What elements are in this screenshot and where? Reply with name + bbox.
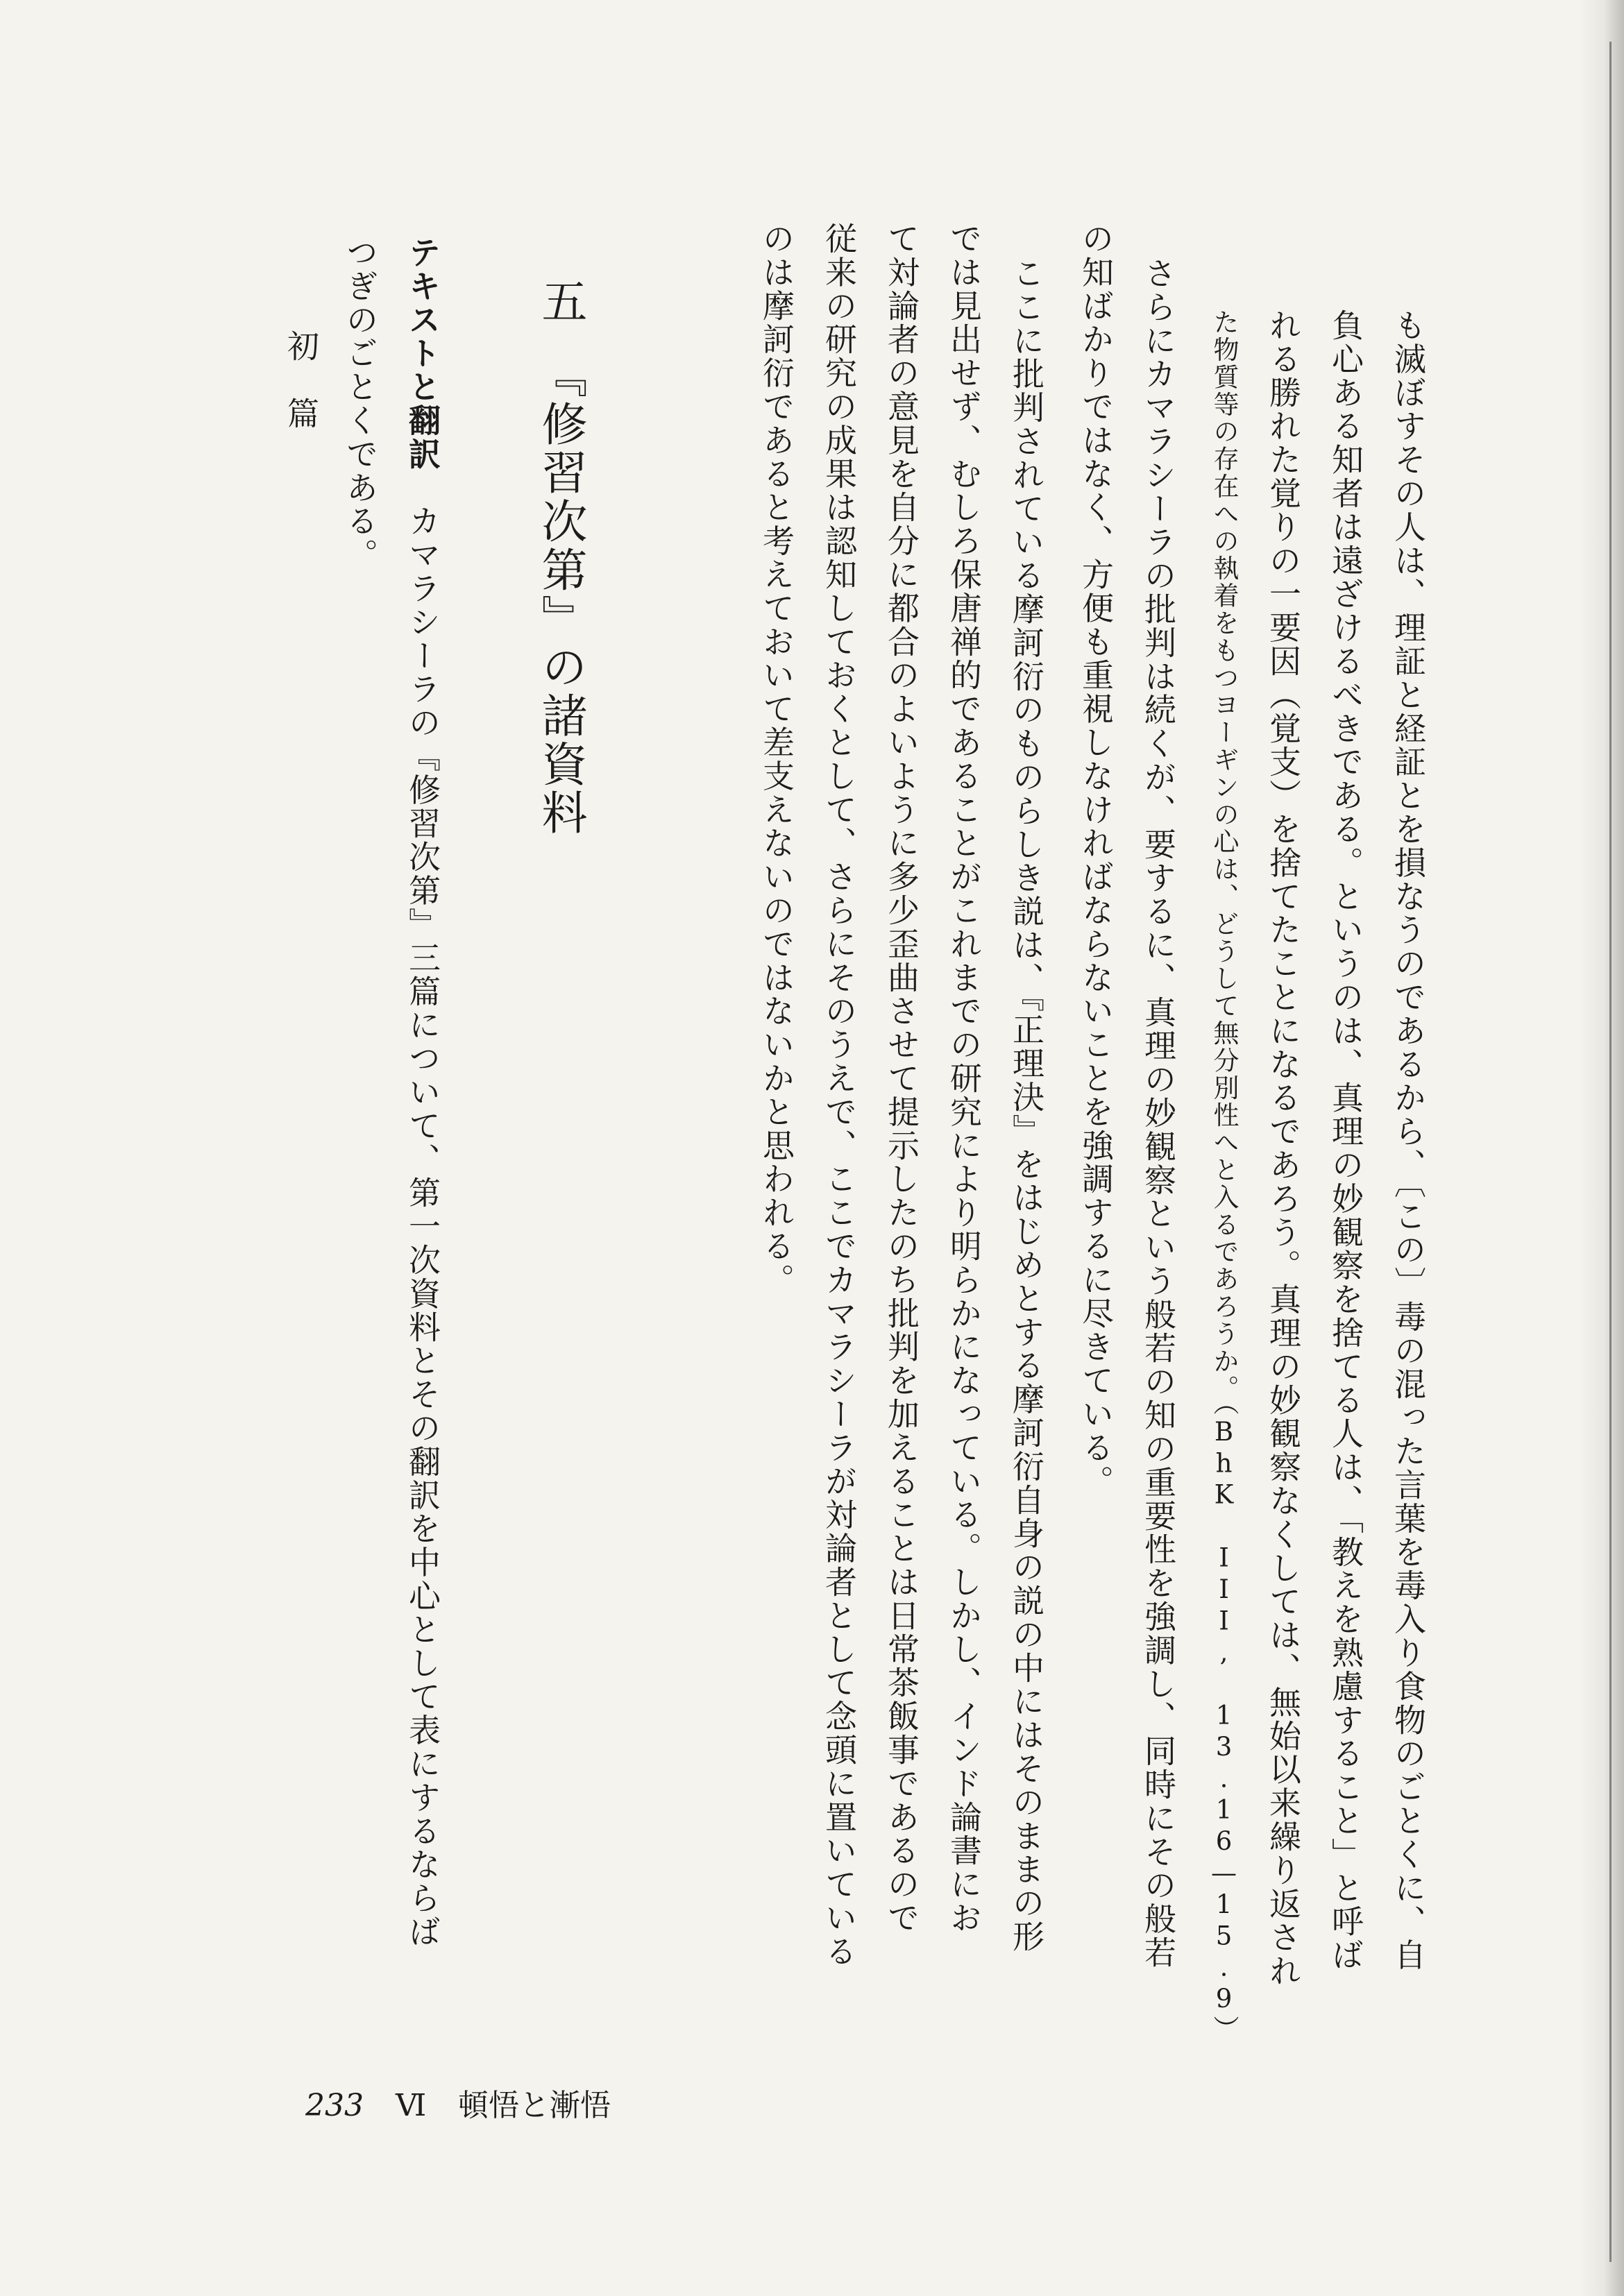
page-footer [305, 2085, 611, 2127]
binding-edge [1609, 42, 1612, 2262]
spacer [404, 471, 441, 504]
section-heading [527, 278, 587, 837]
text-line: さらにカマラシーラの批判は続くが、要するに、真理の妙観察という般若の知の重要性を強調し、同時にその般若 [1140, 257, 1177, 1970]
text-line [396, 236, 439, 1948]
text-line: も滅ぼすその人は、理証と経証とを損なうのであるから、〔この〕毒の混った言葉を毒入り食物のごとくに、自 [1389, 309, 1427, 1972]
text-line: 従来の研究の成果は認知しておくとして、さらにそのうえで、ここでカマラシーラが対論者として念頭に置いている [820, 222, 858, 1968]
page-number: 233 [305, 2088, 364, 2123]
binding-shadow [1580, 0, 1624, 2296]
chapter-title: 頓悟と漸悟 [458, 2088, 611, 2123]
text-line: では見出せず、むしろ保唐禅的であることがこれまでの研究により明らかになっている。しかし、インド論書にお [945, 222, 983, 1935]
text-line: つぎのごとくである。 [341, 236, 379, 572]
chapter-number: Ⅵ [396, 2088, 427, 2123]
spacer [534, 326, 587, 375]
text-line: て対論者の意見を自分に都合のよいように多少歪曲させて提示したのち批判を加えることは日常茶飯事であるので [883, 222, 920, 1935]
text-line: ここに批判されている摩訶衍のものらしき説は、『正理決』をはじめとする摩訶衍自身の説の中にはそのままの形 [1008, 257, 1045, 1954]
text-line: 負心ある知者は遠ざけるべきである。というのは、真理の妙観察を捨てる人は、「教えを熟慮すること」と呼ば [1327, 309, 1364, 1972]
section-title: 『修習次第』の諸資料 [534, 375, 587, 837]
section-number: 五 [534, 278, 587, 326]
text-line: た物質等の存在への執着をもつヨーギンの心は、どうして無分別性へと入るであろうか。（BhK III, 13.16—15.9） [1209, 309, 1239, 2043]
text-line-content: カマラシーラの『修習次第』三篇について、第一次資料とその翻訳を中心として表にするならば [404, 504, 441, 1949]
inline-heading: テキストと翻訳 [404, 236, 441, 471]
text-line: のは摩訶衍であると考えておいて差支えないのではないかと思われる。 [758, 222, 795, 1297]
text-line: の知ばかりではなく、方便も重視しなければならないことを強調するに尽きている。 [1077, 222, 1115, 1499]
text-line: れる勝れた覚りの一要因（覚支）を捨てたことになるであろう。真理の妙観察なくしては、無始以来繰り返され [1264, 309, 1302, 1988]
subheading: 初 篇 [282, 330, 320, 431]
